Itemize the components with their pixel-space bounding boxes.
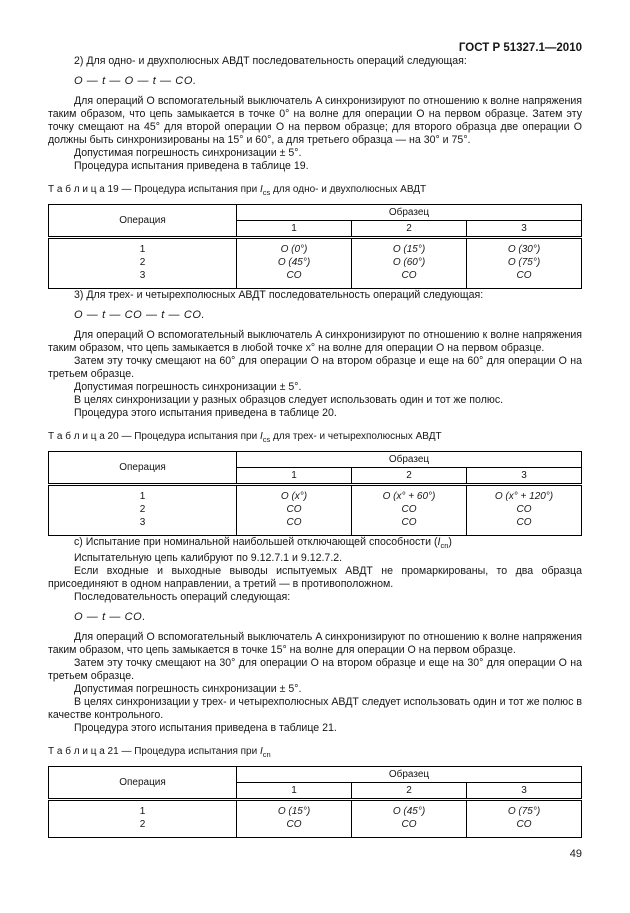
- operation-number: 1: [49, 800, 237, 819]
- table-row: [49, 503, 582, 516]
- table-21-sample-col-2: 2: [352, 783, 467, 800]
- table-cell: O (75°): [507, 257, 541, 268]
- section-c-paragraph-same-pole: В целях синхронизации у трех- и четырехполюсных АВДТ следует использовать один и тот же полюс в качестве контрольного.: [48, 696, 582, 722]
- table-cell: CO: [352, 269, 467, 289]
- section-3-paragraph-shift: Затем эту точку смещают на 60° для операции O на втором образце и еще на 60° для операции O на третьем образце.: [48, 355, 582, 380]
- table-cell: CO: [237, 269, 352, 289]
- table-20-sample-group-header: Образец: [237, 452, 582, 468]
- table-cell: O (45°): [237, 256, 352, 269]
- table-20-caption: Т а б л и ц а 20 — Процедура испытания при $I_{cs}$ для трех- и четырехполюсных АВДТ: [48, 431, 442, 444]
- table-cell: CO: [516, 504, 532, 515]
- section-c-paragraph-tolerance: Допустимая погрешность синхронизации ± 5°.: [74, 683, 302, 696]
- section-2-paragraph-sync: Для операций O вспомогательный выключатель A синхронизируют по отношению к волне напряжения таким образом, что цепь замыкается в точке 0° на волне для операции O на первом образце. Затем эту точку смещают на 45° для второй операции O на первом образце; для второго образца две операции O должны быть синхронизированы на 15° и 60°, а для третьего образца — на 30° и 75°.: [48, 95, 582, 146]
- table-cell: CO: [237, 516, 352, 536]
- table-19-sample-col-1: 1: [237, 221, 352, 238]
- table-cell: CO: [516, 819, 532, 831]
- table-19-operation-header: Операция: [49, 205, 237, 238]
- section-c-paragraph-shift: Затем эту точку смещают на 30° для операции O на втором образце и еще на 30° для операции O на третьем образце.: [48, 657, 582, 683]
- operation-number: 3: [49, 269, 237, 289]
- table-row: [49, 800, 582, 819]
- table-cell: CO: [352, 818, 467, 838]
- table-cell: O (x° + 60°): [352, 485, 467, 504]
- operation-number: 1: [49, 238, 237, 257]
- table-cell: O (15°): [352, 238, 467, 257]
- table-cell: CO: [352, 503, 467, 516]
- section-3-operation-sequence-formula: O — t — CO — t — CO.: [74, 309, 206, 321]
- table-cell: O (30°): [507, 244, 541, 255]
- table-19-sample-col-3: 3: [467, 221, 582, 238]
- section-c-intro: с) Испытание при номинальной наибольшей отключающей способности $(I_{cn})$: [74, 536, 452, 551]
- table-21-sample-col-1: 1: [237, 783, 352, 800]
- section-c-operation-sequence-formula: O — t — CO.: [74, 611, 146, 624]
- table-row: [49, 269, 582, 289]
- operation-number: 2: [49, 256, 237, 269]
- table-20-sample-col-3: 3: [467, 468, 582, 485]
- operation-number: 3: [49, 516, 237, 536]
- table-cell: CO: [352, 516, 467, 536]
- section-3-paragraph-sync: Для операций O вспомогательный выключатель A синхронизируют по отношению к волне напряжения таким образом, что цепь замыкается в любой точке x° на волне для операции O на первом образце.: [48, 329, 582, 354]
- table-row: [49, 485, 582, 504]
- table-cell: CO: [237, 818, 352, 838]
- table-20: [48, 451, 582, 536]
- table-cell: O (45°): [352, 800, 467, 819]
- document-code: ГОСТ Р 51327.1—2010: [458, 42, 582, 54]
- operation-number: 1: [49, 485, 237, 504]
- table-19-caption: Т а б л и ц а 19 — Процедура испытания при $I_{cs}$ для одно- и двухполюсных АВДТ: [48, 184, 427, 197]
- table-19-sample-col-2: 2: [352, 221, 467, 238]
- table-21-caption: Т а б л и ц а 21 — Процедура испытания при $I_{cn}$: [48, 746, 271, 760]
- table-cell: O (x° + 120°): [494, 491, 554, 502]
- table-row: [49, 256, 582, 269]
- section-3-paragraph-table-ref: Процедура этого испытания приведена в таблице 20.: [74, 407, 337, 419]
- table-21-operation-header: Операция: [49, 767, 237, 800]
- table-19-sample-group-header: Образец: [237, 205, 582, 221]
- operation-number: 2: [49, 818, 237, 838]
- table-cell: CO: [516, 270, 532, 281]
- section-c-paragraph-sequence-label: Последовательность операций следующая:: [74, 591, 291, 604]
- table-21-sample-group-header: Образец: [237, 767, 582, 783]
- table-21: [48, 766, 582, 838]
- table-cell: CO: [516, 517, 532, 528]
- section-2-operation-sequence-formula: O — t — O — t — CO.: [74, 75, 197, 87]
- table-cell: O (0°): [237, 238, 352, 257]
- section-c-paragraph-sync: Для операций O вспомогательный выключатель A синхронизируют по отношению к волне напряжения таким образом, что цепь замыкается в точке 15° на волне для операции O на первом образце.: [48, 631, 582, 657]
- section-3-intro: 3) Для трех- и четырехполюсных АВДТ последовательность операций следующая:: [74, 289, 484, 301]
- table-row: [49, 818, 582, 838]
- table-cell: O (x°): [237, 485, 352, 504]
- section-2-paragraph-table-ref: Процедура испытания приведена в таблице 19.: [74, 160, 309, 172]
- table-cell: O (15°): [237, 800, 352, 819]
- operation-number: 2: [49, 503, 237, 516]
- section-2-intro: 2) Для одно- и двухполюсных АВДТ последовательность операций следующая:: [74, 55, 467, 67]
- table-20-operation-header: Операция: [49, 452, 237, 485]
- table-20-sample-col-2: 2: [352, 468, 467, 485]
- section-3-paragraph-same-pole: В целях синхронизации у разных образцов следует использовать один и тот же полюс.: [74, 394, 504, 406]
- section-c-paragraph-terminals: Если входные и выходные выводы испытуемых АВДТ не промаркированы, то два образца присоединяют в одном направлении, а третий — в противоположном.: [48, 565, 582, 591]
- section-c-paragraph-table-ref: Процедура этого испытания приведена в таблице 21.: [74, 722, 337, 735]
- table-19: [48, 204, 582, 289]
- section-3-paragraph-tolerance: Допустимая погрешность синхронизации ± 5°.: [74, 381, 302, 393]
- table-cell: O (75°): [507, 806, 541, 818]
- table-21-sample-col-3: 3: [467, 783, 582, 800]
- table-cell: O (60°): [352, 256, 467, 269]
- section-c-paragraph-calibration: Испытательную цепь калибруют по 9.12.7.1 и 9.12.7.2.: [74, 552, 343, 565]
- table-row: [49, 238, 582, 257]
- table-20-sample-col-1: 1: [237, 468, 352, 485]
- page-number: 49: [569, 848, 582, 861]
- table-cell: CO: [237, 503, 352, 516]
- section-2-paragraph-tolerance: Допустимая погрешность синхронизации ± 5°.: [74, 147, 302, 159]
- table-row: [49, 516, 582, 536]
